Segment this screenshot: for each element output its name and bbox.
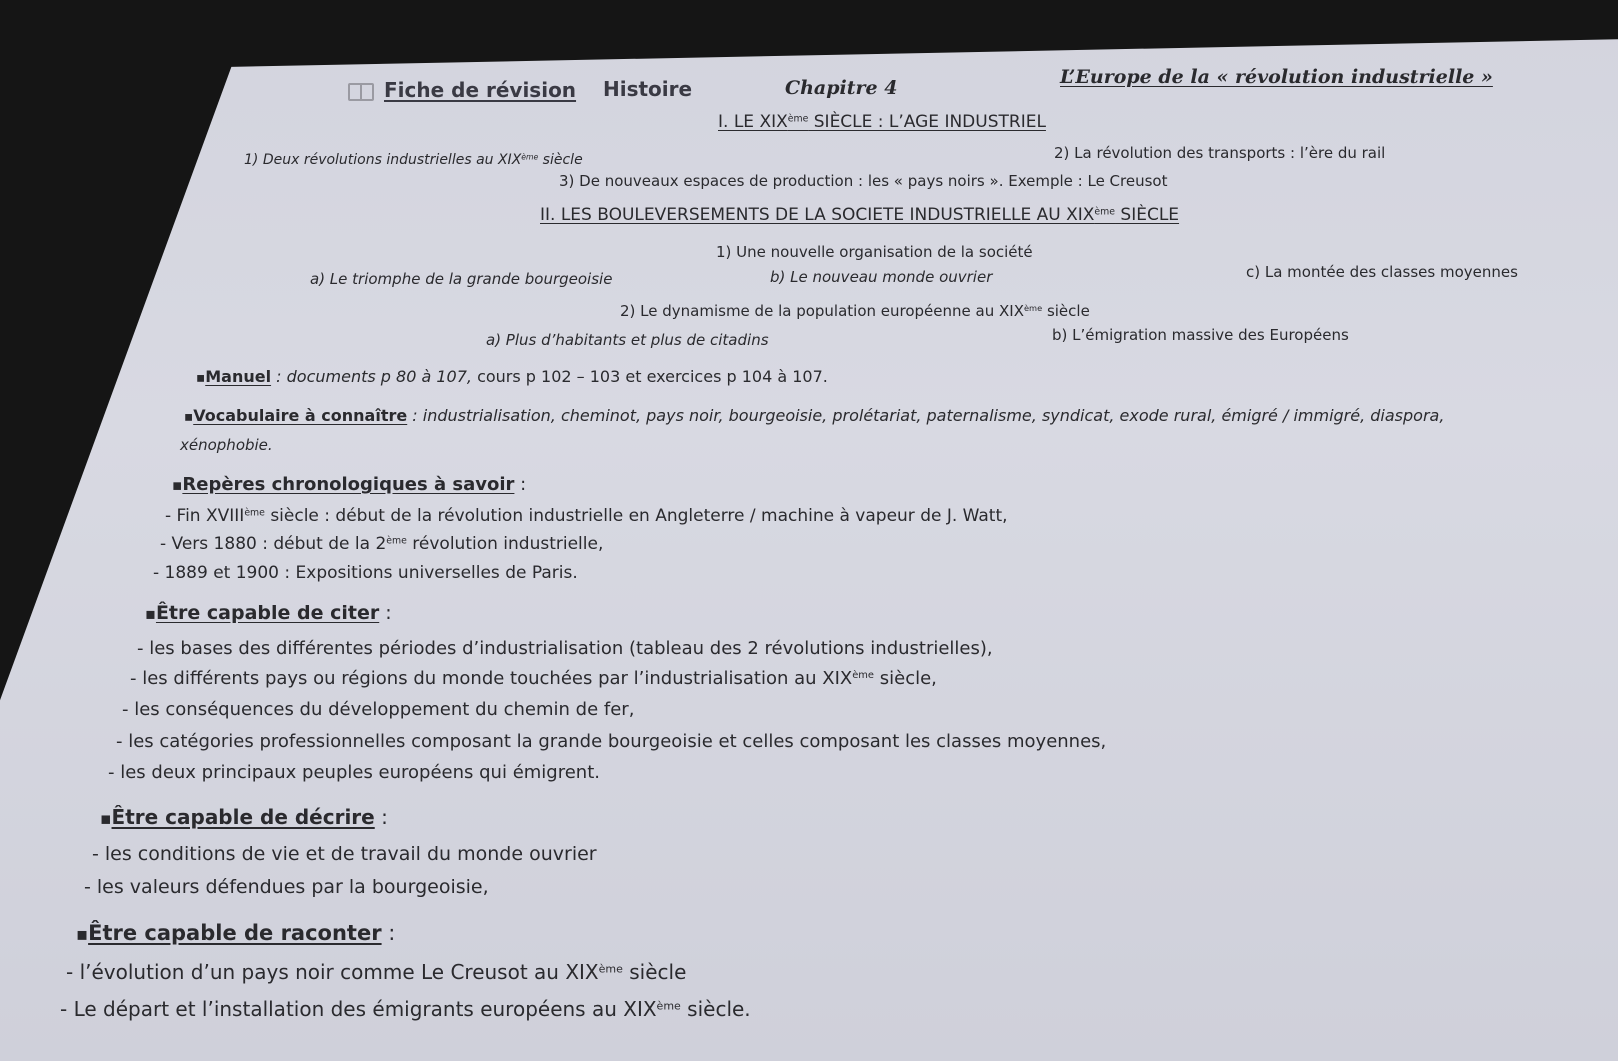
citer-2-text: - les différents pays ou régions du monde touchées par l’industrialisation au XIX (130, 668, 853, 689)
part1-section1-text-end: siècle (538, 152, 583, 168)
part2-section2-text-end: siècle (1042, 302, 1090, 320)
manuel-label: Manuel (205, 367, 272, 386)
decrire-colon: : (374, 805, 388, 829)
reperes-label: Repères chronologiques à savoir (182, 474, 515, 495)
part1-section1 (244, 152, 583, 168)
chapter-title: L’Europe de la « révolution industrielle » (1060, 66, 1493, 88)
part2-section2-sup: ème (1023, 303, 1043, 314)
citer-1: - les bases des différentes périodes d’industrialisation (tableau des 2 révolutions industrielles), (137, 638, 993, 659)
book-icon (348, 83, 374, 101)
citer-2-text-end: siècle, (874, 668, 937, 689)
repere-1-sup: ème (244, 507, 265, 519)
citer-colon: : (379, 602, 392, 624)
raconter-label: Être capable de raconter (88, 921, 382, 945)
decrire-heading: ▪Être capable de décrire : (100, 805, 388, 829)
chapter: Chapitre 4 (785, 77, 898, 99)
raconter-2-sup: ème (656, 999, 681, 1013)
part1-section1-sup: ème (521, 152, 539, 162)
repere-2 (160, 534, 603, 554)
vocab-label: Vocabulaire à connaître (193, 406, 408, 425)
citer-heading: ▪Être capable de citer : (145, 602, 392, 624)
part2-section1a: a) Le triomphe de la grande bourgeoisie (310, 270, 613, 288)
raconter-1-sup: ème (598, 962, 623, 976)
part2-section2a: a) Plus d’habitants et plus de citadins (486, 331, 769, 349)
raconter-colon: : (381, 921, 396, 945)
part2-title-text-end: SIÈCLE (1115, 205, 1180, 225)
repere-1 (165, 506, 1008, 526)
part2-section1: 1) Une nouvelle organisation de la société (716, 243, 1033, 261)
citer-2 (130, 668, 937, 689)
part1-title-sup: ème (787, 113, 809, 125)
repere-2-sup: ème (386, 535, 407, 547)
part2-section1b: b) Le nouveau monde ouvrier (770, 268, 993, 286)
citer-3: - les conséquences du développement du chemin de fer, (122, 699, 635, 720)
raconter-2 (60, 997, 751, 1021)
decrire-label: Être capable de décrire (111, 805, 375, 829)
repere-1-text-end: siècle : début de la révolution industrielle en Angleterre / machine à vapeur de J. Watt, (264, 506, 1008, 526)
reperes-heading: ▪Repères chronologiques à savoir : (172, 474, 527, 495)
part2-section1c: c) La montée des classes moyennes (1246, 263, 1518, 281)
vocab-terms: : industrialisation, cheminot, pays noir, bourgeoisie, prolétariat, paternalisme, syndicat, exode rural, émigré / immigré, diaspora, (407, 406, 1445, 425)
repere-2-text-end: révolution industrielle, (406, 534, 604, 554)
part2-title-text: II. LES BOULEVERSEMENTS DE LA SOCIETE INDUSTRIELLE AU XIX (540, 205, 1095, 225)
part1-title (718, 112, 1046, 132)
citer-4: - les catégories professionnelles composant la grande bourgeoisie et celles composant les classes moyennes, (116, 731, 1107, 752)
part2-section2b: b) L’émigration massive des Européens (1052, 326, 1349, 344)
part1-section1-text: 1) Deux révolutions industrielles au XIX (244, 152, 522, 168)
vocab-terms-end: xénophobie. (180, 436, 273, 454)
manuel-documents: : documents p 80 à 107, (271, 367, 478, 386)
sheet-type: Fiche de révision (384, 78, 577, 102)
reperes-colon: : (514, 474, 527, 495)
part1-section3: 3) De nouveaux espaces de production : les « pays noirs ». Exemple : Le Creusot (559, 172, 1168, 190)
part2-section2-text: 2) Le dynamisme de la population européenne au XIX (620, 302, 1024, 320)
repere-1-text: - Fin XVIII (165, 506, 245, 526)
part1-title-text-end: SIÈCLE : L’AGE INDUSTRIEL (808, 112, 1046, 132)
part2-section2 (620, 302, 1090, 320)
part2-title-sup: ème (1094, 206, 1116, 218)
citer-2-sup: ème (852, 670, 875, 682)
part2-title (540, 205, 1179, 225)
raconter-1-text-end: siècle (622, 960, 687, 984)
raconter-2-text-end: siècle. (680, 997, 751, 1021)
raconter-1 (66, 960, 686, 984)
raconter-1-text: - l’évolution d’un pays noir comme Le Creusot au XIX (66, 960, 599, 984)
subject: Histoire (603, 77, 693, 101)
manuel-line: ▪Manuel : documents p 80 à 107, cours p 102 – 103 et exercices p 104 à 107. (196, 367, 828, 386)
decrire-1: - les conditions de vie et de travail du monde ouvrier (92, 843, 597, 865)
repere-3: - 1889 et 1900 : Expositions universelles de Paris. (153, 563, 578, 583)
manuel-exercises: cours p 102 – 103 et exercices p 104 à 107. (477, 367, 828, 386)
part1-section2: 2) La révolution des transports : l’ère du rail (1054, 144, 1386, 162)
part1-title-text: I. LE XIX (718, 112, 788, 132)
repere-2-text: - Vers 1880 : début de la 2 (160, 534, 387, 554)
decrire-2: - les valeurs défendues par la bourgeoisie, (84, 876, 489, 898)
citer-label: Être capable de citer (155, 602, 380, 624)
raconter-heading: ▪Être capable de raconter : (76, 921, 396, 945)
vocab-line: ▪Vocabulaire à connaître : industrialisation, cheminot, pays noir, bourgeoisie, prolétariat, paternalisme, syndicat, exode rural, émigré / immigré, diaspora, (184, 406, 1445, 425)
raconter-2-text: - Le départ et l’installation des émigrants européens au XIX (60, 997, 657, 1021)
citer-5: - les deux principaux peuples européens qui émigrent. (108, 762, 600, 783)
